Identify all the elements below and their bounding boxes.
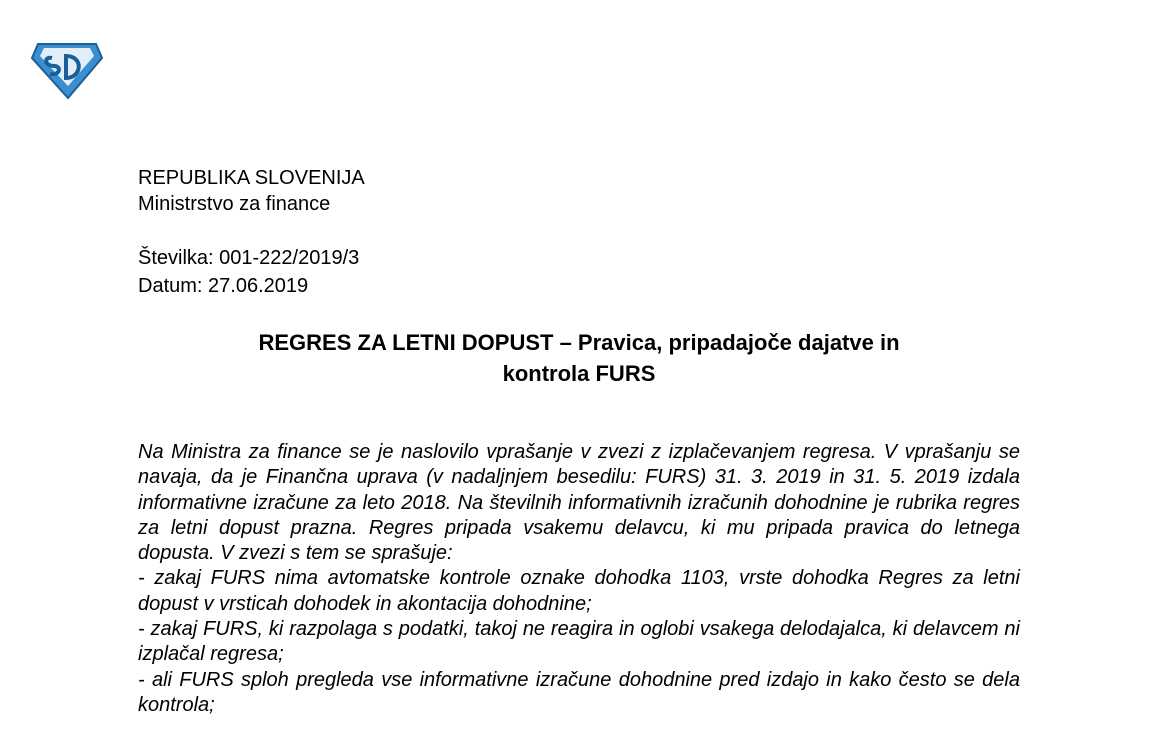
question-item: - zakaj FURS, ki razpolaga s podatki, takoj ne reagira in oglobi vsakega delodajalca, ki delavcem ni izplačal regresa;: [138, 618, 1020, 666]
document-title: [138, 327, 1020, 389]
question-item: - ali FURS sploh pregleda vse informativne izračune dohodnine pred izdajo in kako često se dela kontrola;: [138, 668, 1020, 716]
republic-name: REPUBLIKA SLOVENIJA: [138, 167, 365, 189]
document-number: Številka: 001-222/2019/3: [138, 247, 360, 269]
question-item: - zakaj FURS nima avtomatske kontrole oznake dohodka 1103, vrste dohodka Regres za letni dopust v vrsticah dohodek in akontacija dohodnine;: [138, 567, 1020, 615]
ministry-name: Ministrstvo za finance: [138, 193, 331, 215]
document-body: [138, 440, 1020, 718]
title-line-1: REGRES ZA LETNI DOPUST – Pravica, pripadajoče dajatve in: [258, 330, 900, 355]
sd-diamond-logo: [30, 38, 104, 100]
title-line-2: kontrola FURS: [502, 361, 656, 386]
document-meta: [138, 244, 359, 300]
document-header: [138, 165, 365, 217]
document-date: Datum: 27.06.2019: [138, 275, 309, 297]
intro-paragraph: Na Ministra za finance se je naslovilo vprašanje v zvezi z izplačevanjem regresa. V vprašanju se navaja, da je Finančna uprava (v nadaljnjem besedilu: FURS) 31. 3. 2019 in 31. 5. 2019 izdala informativne izračune za leto 2018. Na številnih informativnih izračunih dohodnine je rubrika regres za letni dopust prazna. Regres pripada vsakemu delavcu, ki mu pripada pravica do letnega dopusta. V zvezi s tem se sprašuje:: [138, 441, 1020, 565]
